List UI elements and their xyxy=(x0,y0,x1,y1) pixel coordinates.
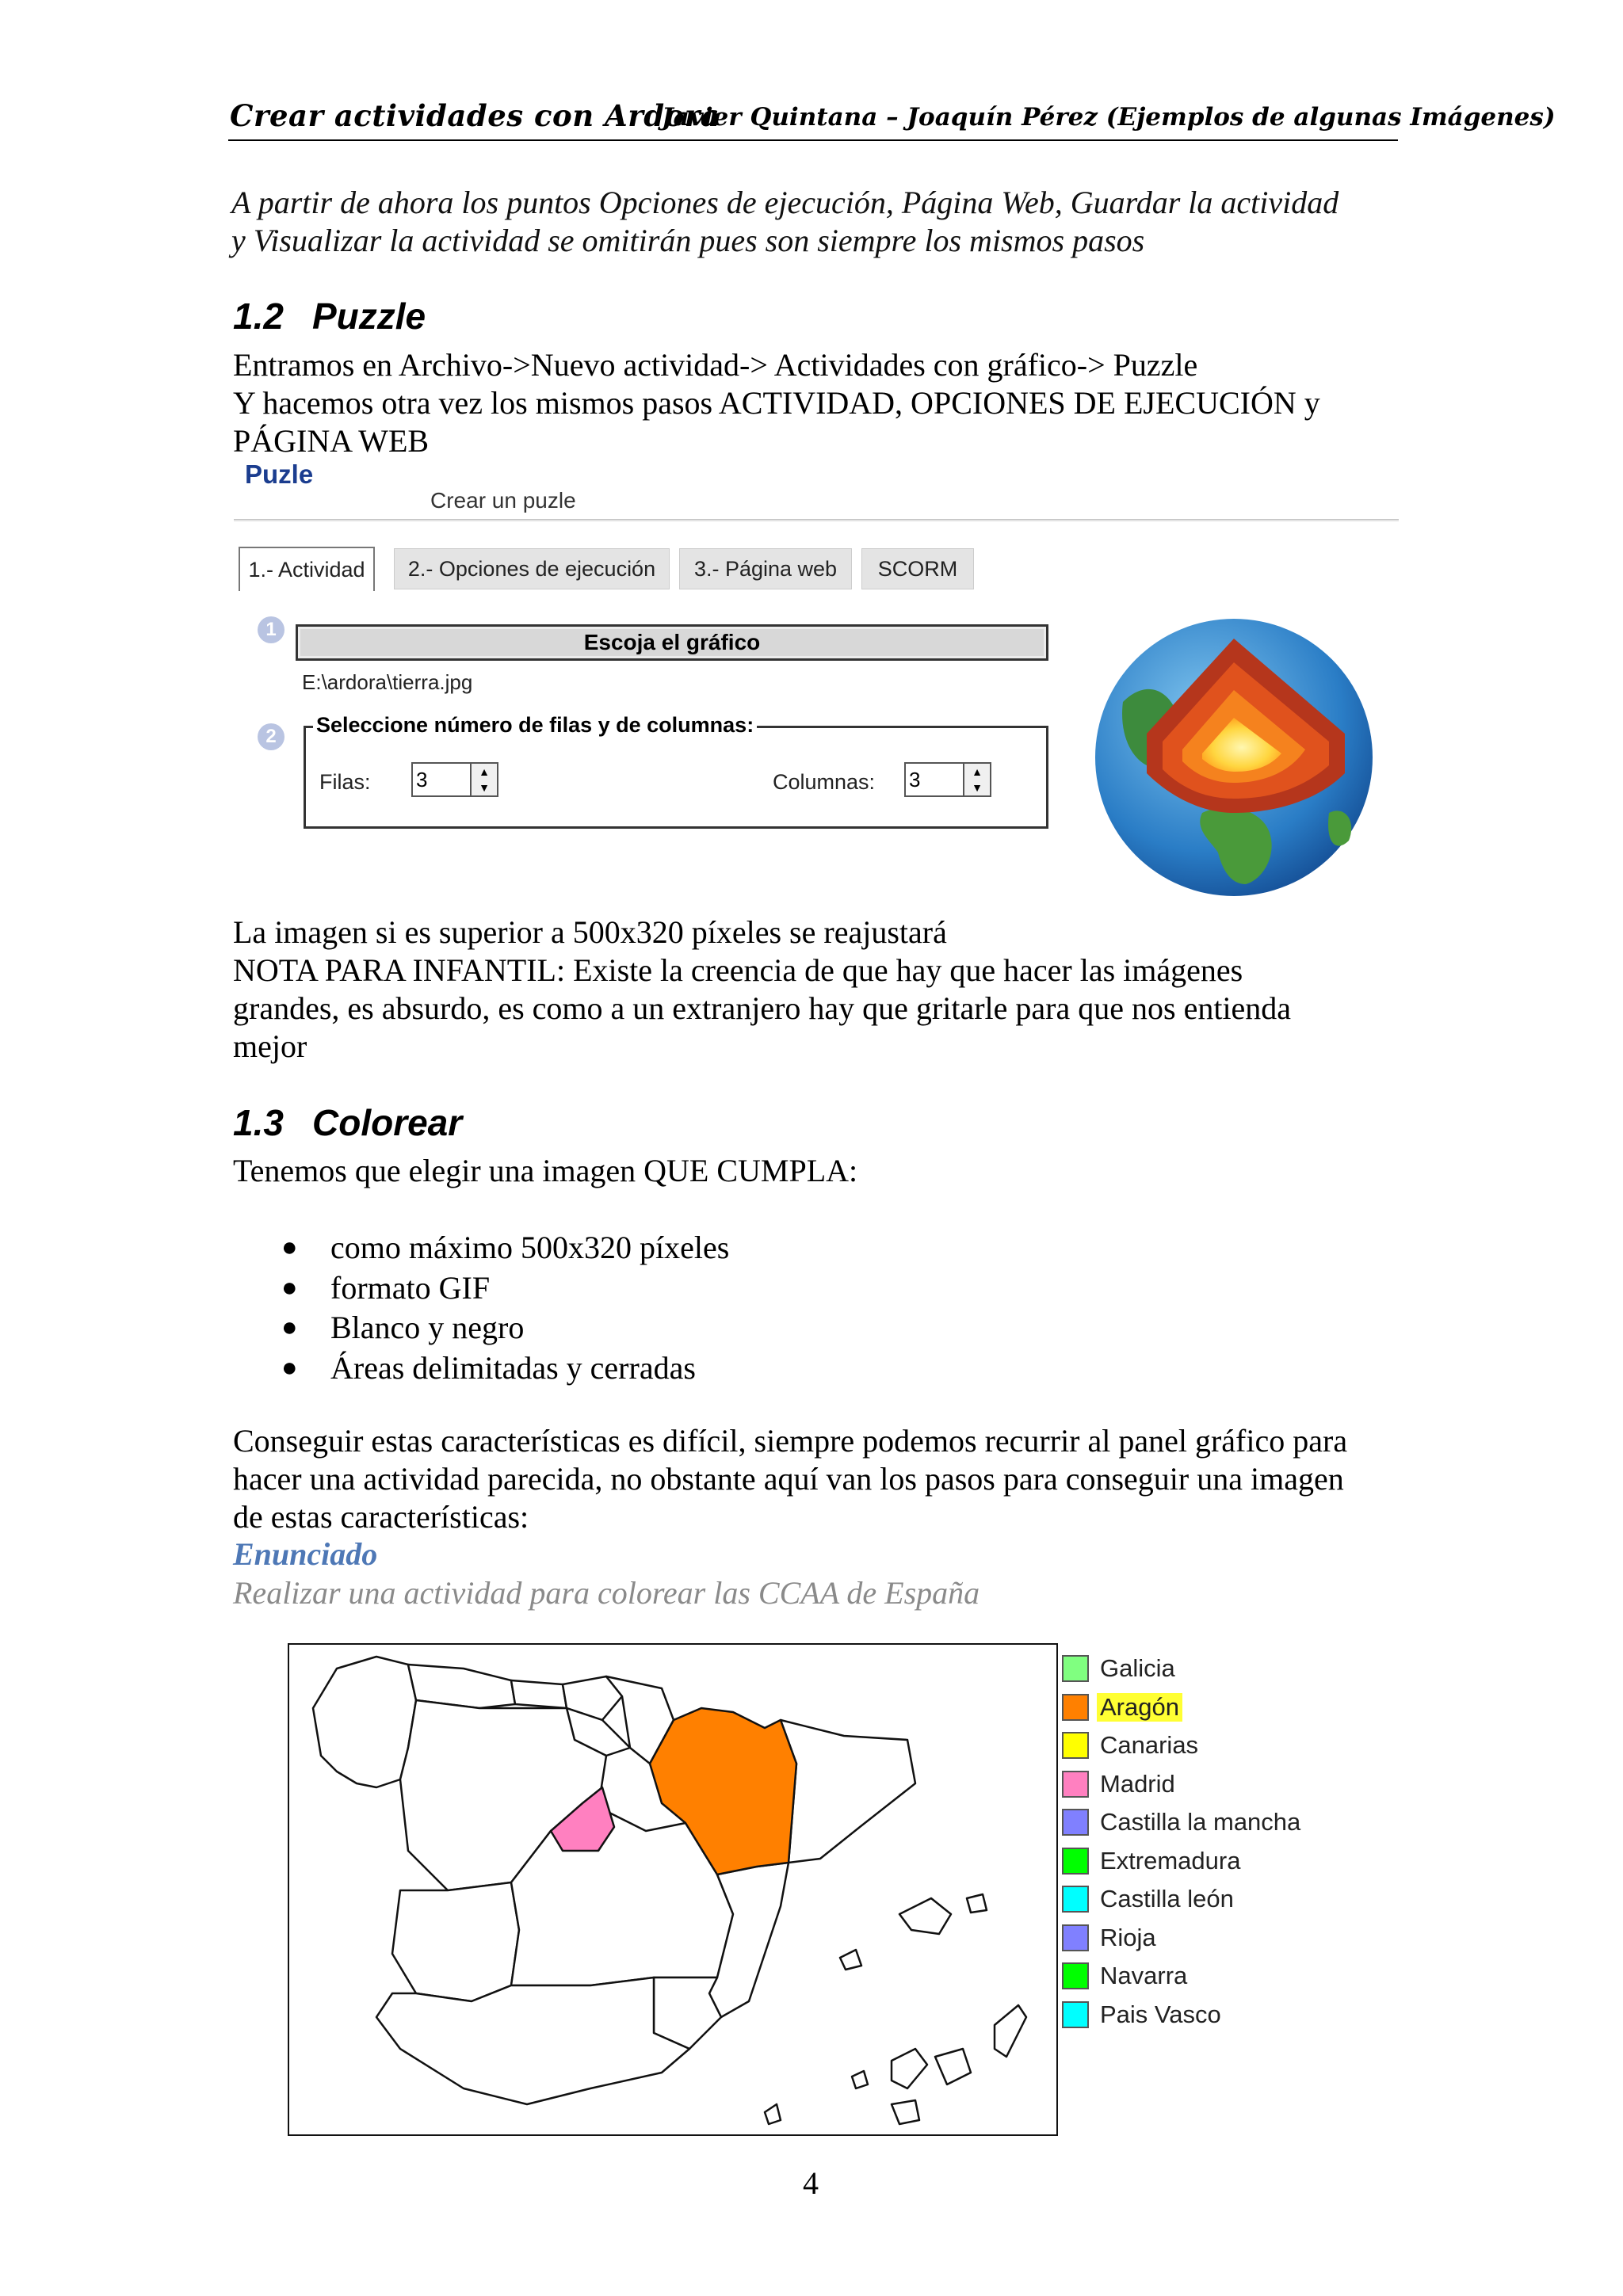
step-2-icon: 2 xyxy=(258,723,285,750)
region-canarias-island[interactable] xyxy=(852,2071,868,2088)
color-swatch[interactable] xyxy=(1062,1924,1089,1951)
intro-line: A partir de ahora los puntos Opciones de ejecución, Página Web, Guardar la actividad xyxy=(231,185,1339,220)
color-swatch[interactable] xyxy=(1062,1886,1089,1913)
bullet-icon: ● xyxy=(281,1352,298,1383)
header-authors: Javier Quintana – Joaquín Pérez (Ejemplos de algunas Imágenes) xyxy=(662,103,1556,132)
columns-spin-arrows-icon[interactable]: ▲ ▼ xyxy=(963,762,991,797)
paragraph-line: Entramos en Archivo->Nuevo actividad-> Actividades con gráfico-> Puzzle xyxy=(233,347,1198,383)
rows-spin-arrows-icon[interactable]: ▲ ▼ xyxy=(470,762,498,797)
list-item: ● formato GIF xyxy=(281,1268,729,1309)
rows-value: 3 xyxy=(416,768,428,791)
enunciado-label: Enunciado xyxy=(233,1536,378,1572)
spain-map[interactable] xyxy=(288,1643,1058,2136)
region-canarias-island[interactable] xyxy=(892,2100,919,2124)
paragraph-line: mejor xyxy=(233,1028,307,1064)
bullet-icon: ● xyxy=(281,1272,298,1302)
tab-actividad[interactable]: 1.- Actividad xyxy=(239,547,375,591)
color-swatch[interactable] xyxy=(1062,1655,1089,1682)
section-number: 1.2 xyxy=(233,296,284,337)
puzzle-instructions xyxy=(233,346,1320,460)
rows-label: Filas: xyxy=(319,770,371,794)
paragraph-line: Conseguir estas características es difícil, siempre podemos recurrir al panel gráfico para xyxy=(233,1423,1348,1459)
choose-graphic-button[interactable]: Escoja el gráfico xyxy=(296,624,1048,661)
region-baleares-mallorca[interactable] xyxy=(899,1898,951,1934)
section-number: 1.3 xyxy=(233,1102,284,1143)
divider xyxy=(234,521,1399,522)
region-baleares-menorca[interactable] xyxy=(967,1894,987,1913)
step-1-icon: 1 xyxy=(258,616,285,643)
region-canarias-island[interactable] xyxy=(892,2049,927,2088)
paragraph-line: grandes, es absurdo, es como a un extranjero hay que gritarle para que nos entienda xyxy=(233,990,1292,1026)
earth-layers-image xyxy=(1091,615,1377,900)
legend-item[interactable]: Canarias xyxy=(1062,1726,1304,1765)
puzzle-notes xyxy=(233,913,1291,1066)
list-item: ● Áreas delimitadas y cerradas xyxy=(281,1348,729,1389)
intro-paragraph xyxy=(231,184,1404,260)
region-cataluna[interactable] xyxy=(781,1720,915,1863)
tab-scorm[interactable]: SCORM xyxy=(861,548,974,589)
app-subtitle: Crear un puzle xyxy=(430,488,576,513)
color-swatch[interactable] xyxy=(1062,1771,1089,1798)
file-path: E:\ardora\tierra.jpg xyxy=(302,670,473,694)
legend-item[interactable]: Extremadura xyxy=(1062,1842,1304,1881)
region-galicia[interactable] xyxy=(313,1657,416,1787)
columns-value: 3 xyxy=(909,768,921,791)
region-legend xyxy=(1062,1650,1304,2034)
columns-label: Columnas: xyxy=(773,770,876,794)
color-swatch[interactable] xyxy=(1062,1809,1089,1836)
legend-item[interactable]: Galicia xyxy=(1062,1650,1304,1688)
bullet-icon: ● xyxy=(281,1233,298,1262)
paragraph-line: PÁGINA WEB xyxy=(233,423,430,459)
paragraph-line: hacer una actividad parecida, no obstante aquí van los pasos para conseguir una imagen xyxy=(233,1461,1344,1497)
bullet-icon: ● xyxy=(281,1313,298,1342)
tab-opciones-ejecucion[interactable]: 2.- Opciones de ejecución xyxy=(394,548,670,589)
page-number: 4 xyxy=(803,2165,819,2201)
paragraph-line: de estas características: xyxy=(233,1499,529,1535)
section-title: Colorear xyxy=(312,1102,463,1143)
requirements-list xyxy=(281,1228,729,1388)
paragraph-line: NOTA PARA INFANTIL: Existe la creencia de que hay que hacer las imágenes xyxy=(233,952,1243,988)
app-title: Puzle xyxy=(245,460,314,489)
region-extremadura[interactable] xyxy=(392,1882,519,2001)
spain-map-drawing xyxy=(289,1645,1056,2134)
legend-item[interactable]: Madrid xyxy=(1062,1765,1304,1804)
section-title: Puzzle xyxy=(312,296,426,337)
header-rule xyxy=(228,139,1398,141)
puzzle-app-screenshot xyxy=(234,460,1403,899)
color-swatch[interactable] xyxy=(1062,1732,1089,1759)
rows-stepper[interactable] xyxy=(411,762,498,797)
header-title: Crear actividades con Ardora xyxy=(230,98,720,133)
region-cantabria[interactable] xyxy=(511,1680,567,1708)
region-baleares-ibiza[interactable] xyxy=(840,1950,861,1970)
paragraph-line: Y hacemos otra vez los mismos pasos ACTIVIDAD, OPCIONES DE EJECUCIÓN y xyxy=(233,385,1320,421)
color-swatch[interactable] xyxy=(1062,1694,1089,1721)
legend-item[interactable]: Castilla león xyxy=(1062,1880,1304,1919)
legend-item[interactable]: Pais Vasco xyxy=(1062,1996,1304,2035)
legend-item[interactable]: Aragón xyxy=(1062,1688,1304,1727)
region-canarias-island[interactable] xyxy=(995,2005,1026,2057)
paragraph-line: La imagen si es superior a 500x320 píxeles se reajustará xyxy=(233,914,947,950)
region-andalucia[interactable] xyxy=(376,1978,689,2104)
list-item: ● Blanco y negro xyxy=(281,1308,729,1348)
section-heading-colorear xyxy=(233,1101,462,1144)
tab-pagina-web[interactable]: 3.- Página web xyxy=(679,548,852,589)
color-swatch[interactable] xyxy=(1062,2001,1089,2028)
legend-item[interactable]: Rioja xyxy=(1062,1919,1304,1958)
section-heading-puzzle xyxy=(233,295,426,338)
color-swatch[interactable] xyxy=(1062,1962,1089,1989)
colorear-lead: Tenemos que elegir una imagen QUE CUMPLA: xyxy=(233,1153,858,1188)
legend-item[interactable]: Navarra xyxy=(1062,1957,1304,1996)
color-swatch[interactable] xyxy=(1062,1848,1089,1875)
region-canarias-island[interactable] xyxy=(935,2049,971,2084)
divider xyxy=(234,519,1399,521)
intro-line: y Visualizar la actividad se omitirán pues son siempre los mismos pasos xyxy=(231,223,1145,258)
enunciado-text: Realizar una actividad para colorear las CCAA de España xyxy=(233,1575,980,1611)
list-item: ● como máximo 500x320 píxeles xyxy=(281,1228,729,1268)
group-label: Seleccione número de filas y de columnas: xyxy=(313,713,757,738)
columns-stepper[interactable] xyxy=(904,762,991,797)
legend-item[interactable]: Castilla la mancha xyxy=(1062,1803,1304,1842)
colorear-body xyxy=(233,1422,1347,1536)
region-canarias-island[interactable] xyxy=(765,2104,781,2124)
